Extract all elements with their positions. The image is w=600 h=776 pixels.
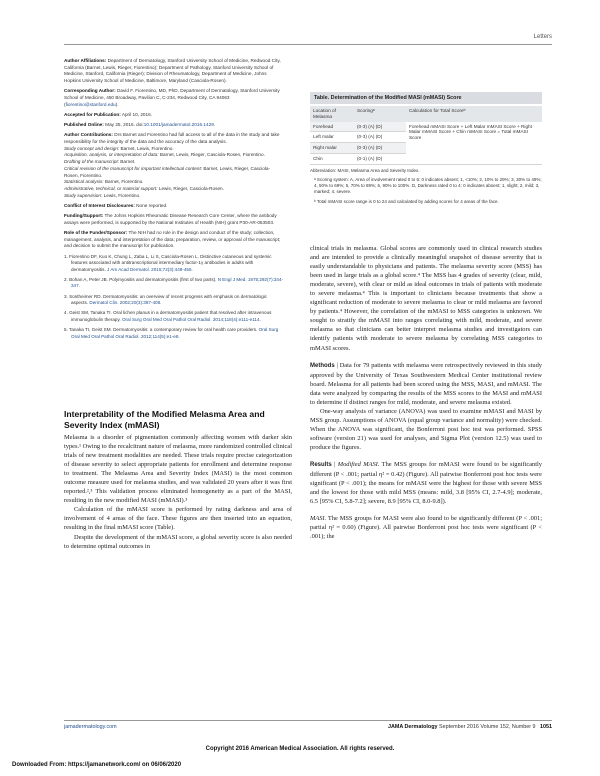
table-header-cell: Calculation for Total Scoreᵇ	[406, 106, 542, 122]
reference-item: 3. Sontheimer RD. Dermatomyositis: an overview of recent progress with emphasis on dermatologic aspects. Dermatol Clin. 2002;20(3):387-408.	[64, 293, 267, 306]
location-cell: Forehead	[310, 122, 354, 132]
body-paragraph: Melasma is a disorder of pigmentation commonly affecting women with darker skin types.¹ Owing to the recalcitrant nature of melasma, more randomized controlled clinical trials of new treatment modalities are needed. These trials require precise categorization of disease severity to select appropriate patients for enrollment and determine response to treatment. The Melasma Area and Severity Index (MASI) is the most common outcome measure used for melasma studies, and was validated 20 years after it was first reported.²,³ This validation process eliminated homogeneity as a part of the MASI, resulting in the new modified MASI (mMASI).³	[64, 434, 292, 505]
mmasi-table	[310, 92, 542, 205]
masi-subheading: MASI.	[310, 515, 327, 523]
results-paragraph: Results | Modified MASI. The MSS groups for mMASI were found to be significantly different (P < .001; partial η² = 0.42) (Figure). All pairwise Bonferroni post hoc tests were significant (P < .001); the means for mMASI were the highest for those with severe MSS and the lowest for those with mild MSS (means: mild, 3.8 [95% CI, 2.7-4.9]; moderate, 6.5 [95% CI, 5.8-7.2]; severe, 8.9 [95% CI, 8.0-9.8]).	[310, 461, 542, 506]
results-subheading: Modified MASI.	[337, 461, 380, 469]
corresponding-author: Corresponding Author: David F. Fiorentino, MD, PhD, Department of Dermatology, Stanford University School of Medicine, 450 Broadway, Pavilion C, C-234, Redwood City, CA 94063 (fiorentino@stanford.edu).	[64, 88, 280, 107]
article-body-left	[64, 433, 292, 551]
table-footnote-a: ᵃ Scoring system: A, Area of involvement rated 0 to 6: 0 indicates absent; 1, <10%; 2, 10% to 29%; 3, 30% to 49%; 4, 50% to 69%; 5, 70% to 89%; 6, 90% to 100%. D, Darkness rated 0 to 4: 0 indicates absent; 1, slight; 2, mild; 3, marked; 4, severe.	[314, 176, 542, 195]
body-paragraph: clinical trials in melasma. Global scores are commonly used in clinical research studies and are intended to provide a clinically meaningful snapshot of disease severity that is easily understandable to physicians and patients. The melasma severity score (MSS) has been used in large trials as a global score.⁴ The MSS has 4 grades of severity (clear, mild, moderate, severe), with clear or mild as ideal outcomes in trials of patients with moderate to severe melasma.⁴ This is important to clinicians because treatments that show a significant reduction of moderate to severe melasma to clear or mild melasma are favored by patients.⁴ However, the correlation of the mMASI to MSS categories is unknown. We sought to stratify the mMASI into ranges correlating with mild, moderate, and severe melasma so that clinicians can better interpret melasma studies and investigators can identify patients with moderate to severe melasma by correlating MSS categories to mMASI scores.	[310, 245, 542, 352]
conflict-disclosures: Conflict of Interest Disclosures: None reported.	[64, 202, 168, 208]
scoring-cell: (0-3) (A) (D)	[354, 122, 406, 132]
article-body-right	[310, 244, 542, 541]
article-info-column	[64, 58, 284, 344]
reference-link[interactable]: Oral Surg Oral Med Oral Pathol Oral Radiol. 2012;114(5):e1-e8.	[71, 326, 279, 339]
reference-list	[64, 254, 284, 341]
calculation-cell: Forehead mMASI Score + Left Malar mMASI Score + Right Malar mMASI Score + Chin mMASI Score = Total mMASI Score	[406, 122, 542, 165]
reference-link[interactable]: Oral Surg Oral Med Oral Pathol Oral Radiol. 2014;118(4):e111-e114.	[121, 316, 261, 322]
email-link[interactable]: fiorentino@stanford.edu	[65, 101, 116, 107]
page-number: 1051	[540, 724, 552, 730]
reference-item: 4. Geist SM, Tanaka TI. Oral lichen planus in a dermatomyositis patient that resolved after intravenous immunoglobulin therapy. Oral Surg Oral Med Oral Pathol Oral Radiol. 2014;118(4):e111-e114.	[64, 310, 272, 322]
methods-paragraph: Methods | Data for 79 patients with melasma were retrospectively reviewed in this study approved by the University of Texas Southwestern Medical Center institutional review board. Melasma for all patients had been scored using the MSS, MASI, and mMASI. The data were analyzed by comparing the results of the MSS scores to the MASI and mMASI to determine if distinct ranges for mild, moderate, and severe melasma existed.	[310, 361, 542, 406]
table-abbreviation: Abbreviation: MASI, Melasma Area and Severity Index.	[310, 167, 420, 173]
published-online: Published Online: May 25, 2016. doi:10.1001/jamadermatol.2016.1429.	[64, 122, 216, 128]
section-tag: Letters	[533, 34, 552, 40]
copyright-notice: Copyright 2016 American Medical Association. All rights reserved.	[205, 746, 395, 752]
reference-link[interactable]: J Am Acad Dermatol. 2015;72(3):449-455.	[107, 266, 193, 272]
body-paragraph: Calculation of the mMASI score is performed by rating darkness and area of involvement of 4 areas of the face. These figures are then inserted into an equation, resulting in the final mMASI score (Table).	[64, 506, 292, 532]
location-cell: Right malar	[310, 143, 354, 154]
footer-rule	[64, 720, 552, 721]
header-rule	[64, 44, 552, 45]
table-header-row	[310, 106, 542, 122]
reference-item: 1. Fiorentino DF, Kuo K, Chung L, Zaba L, Li S, Casciola-Rosen L. Distinctive cutaneous and systemic features associated with antitranscriptional intermediary factor-1γ antibodies in adults with dermatomyositis. J Am Acad Dermatol. 2015;72(3):449-455.	[64, 253, 272, 272]
table-footnote-b: ᵇ Total mMASI score range is 0 to 24 and calculated by adding scores for 4 areas of the face.	[314, 198, 499, 204]
body-paragraph: Despite the development of the mMASI score, a global severity score is also needed to determine optimal outcomes in	[64, 533, 292, 550]
doi-link[interactable]: 10.1001/jamadermatol.2016.1429	[143, 122, 214, 128]
reference-item: 2. Bohan A, Peter JB. Polymyositis and dermatomyositis (first of two parts). N Engl J Med. 1975;292(7):344-347.	[64, 276, 284, 289]
score-table	[310, 106, 542, 165]
table-header-cell: Location of Melasma	[310, 106, 354, 122]
reference-link[interactable]: N Engl J Med. 1975;292(7):344-347.	[71, 276, 284, 289]
author-affiliations: Author Affiliations: Department of Dermatology, Stanford University School of Medicine, Redwood City, California (Barnet, Lewis, Rieger, Fiorentino); Department of Pathology, Stanford University School of Medicine, Stanford, California (Rieger); Division of Rheumatology, Department of Medicine, Johns Hopkins University School of Medicine, Baltimore, Maryland (Casciola-Rosen).	[64, 58, 281, 84]
reference-link[interactable]: Dermatol Clin. 2002;20(3):387-408.	[89, 300, 162, 306]
table-row	[310, 122, 542, 132]
journal-citation: JAMA Dermatology September 2016 Volume 152, Number 9 1051	[387, 724, 552, 730]
accepted-date: Accepted for Publication: April 10, 2016.	[64, 111, 153, 117]
masi-paragraph: MASI. The MSS groups for MASI were also found to be significantly different (P < .001; partial η² = 0.60) (Figure). All pairwise Bonferroni post hoc tests were significant (P < .001); the	[310, 515, 542, 541]
methods-heading: Methods	[310, 362, 335, 369]
table-title: Table. Determination of the Modified MASI (mMASI) Score	[310, 92, 542, 104]
location-cell: Left malar	[310, 132, 354, 143]
scoring-cell: (0-1) (A) (D)	[354, 153, 406, 164]
journal-url[interactable]: jamadermatology.com	[64, 724, 117, 730]
article-title: Interpretability of the Modified Melasma Area and Severity Index (mMASI)	[64, 409, 265, 430]
funder-role: Role of the Funder/Sponsor: The NIH had no role in the design and conduct of the study; collection, management, analysis, and interpretation of the data; preparation, review, or approval of the manuscript; and decision to submit the manuscript for publication.	[64, 229, 281, 249]
download-stamp: Downloaded From: https://jamanetwork.com/ on 06/06/2020	[12, 762, 182, 768]
scoring-cell: (0-3) (A) (D)	[354, 132, 406, 143]
author-contributions: Author Contributions: Drs Barnet and Fiorentino had full access to all of the data in the study and take responsibility for the integrity of the data and the accuracy of the data analysis. Study concept and design: Barnet, Lewis, Fiorentino. Acquisition, analysis, or interpretation of data: Barnet, Lewis, Rieger, Casciola-Rosen, Fiorentino. Drafting of the manuscript: Barnet. Critical revision of the manuscript for important intellectual content: Barnet, Lewis, Rieger, Casciola-Rosen, Fiorentino. Statistical analysis: Barnet, Fiorentino. Administrative, technical, or material support: Lewis, Rieger, Casciola-Rosen. Study supervision: Lewis, Fiorentino.	[64, 132, 280, 198]
scoring-cell: (0-3) (A) (D)	[354, 143, 406, 154]
table-header-cell: Scoringᵃ	[354, 106, 406, 122]
reference-item: 5. Tanaka TI, Geist SM. Dermatomyositis: a contemporary review for oral health care providers. Oral Surg Oral Med Oral Pathol Oral Radiol. 2012;114(5):e1-e8.	[64, 326, 279, 339]
location-cell: Chin	[310, 153, 354, 164]
funding-support: Funding/Support: The Johns Hopkins Rheumatic Disease Research Core Center, where the antibody assays were performed, is supported by the National Institutes of Health (NIH) grant P30-AR-053503.	[64, 213, 277, 225]
results-heading: Results	[310, 462, 332, 469]
body-paragraph: One-way analysis of variance (ANOVA) was used to examine mMASI and MASI by MSS group. Assumptions of ANOVA (equal group variance and normality) were checked. When the ANOVA was significant, the Bonferroni post hoc test was performed. SPSS software (version 21) was used for analyses, and Sigma Plot (version 12.5) was used to produce the figures.	[310, 407, 542, 451]
